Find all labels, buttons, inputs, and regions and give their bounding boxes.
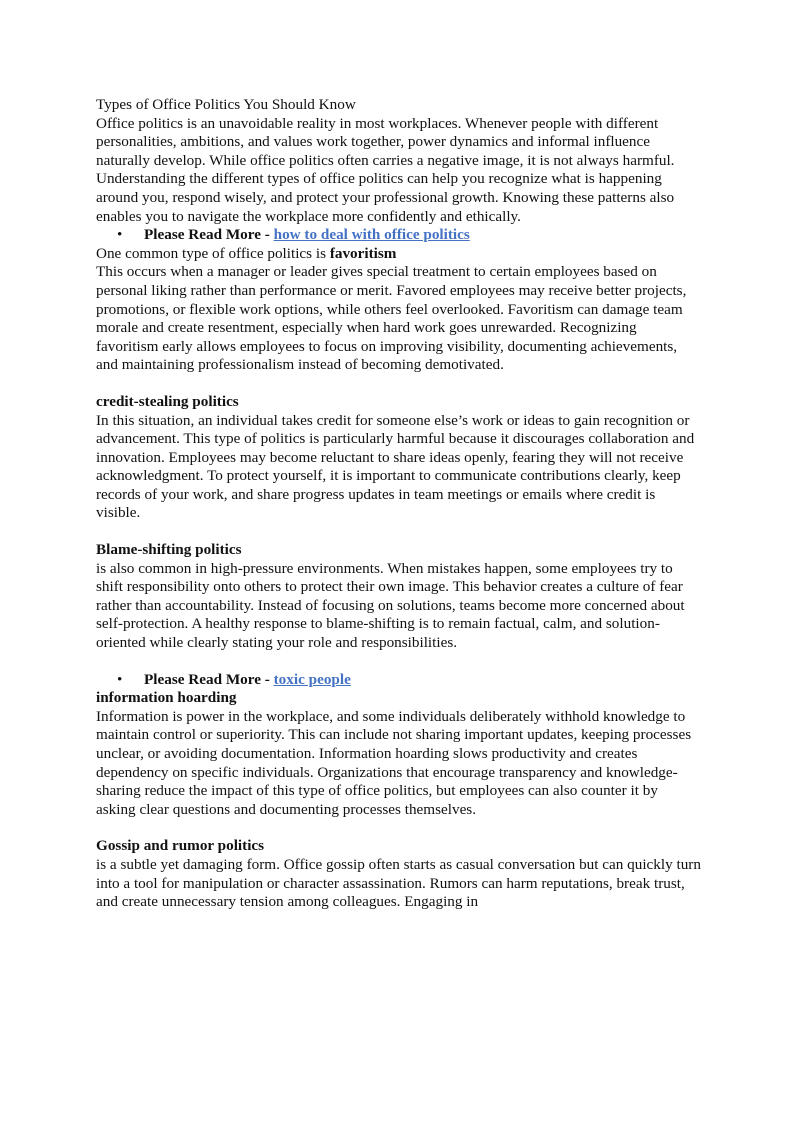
information-hoarding-heading: information hoarding xyxy=(96,689,237,707)
section-information-hoarding xyxy=(96,689,701,819)
read-more-label: Please Read More - xyxy=(144,670,274,688)
bullet-icon: • xyxy=(117,670,123,688)
favoritism-body: This occurs when a manager or leader gives special treatment to certain employees based on personal liking rather than performance or merit. Favored employees may receive better projects, promotions, or flexible work options, while others feel overlooked. Favoritism can damage team morale and create resentment, especially when hard work goes unrewarded. Recognizing favoritism early allows employees to focus on improving visibility, documenting achievements, and maintaining professionalism instead of becoming demotivated. xyxy=(96,263,687,374)
read-more-item-office-politics xyxy=(96,226,701,245)
gossip-heading: Gossip and rumor politics xyxy=(96,837,265,855)
read-more-item-toxic-people xyxy=(96,671,701,690)
read-more-label: Please Read More - xyxy=(144,226,274,244)
favoritism-heading: favoritism xyxy=(329,244,397,262)
document-title: Types of Office Politics You Should Know xyxy=(96,96,356,113)
section-favoritism xyxy=(96,245,701,375)
gossip-body: is a subtle yet damaging form. Office gossip often starts as casual conversation but can quickly turn into a tool for manipulation or character assassination. Rumors can harm reputations, break trust, and create unnecessary tension among colleagues. Engaging in xyxy=(96,855,701,911)
section-blame-shifting xyxy=(96,541,701,653)
link-toxic-people[interactable]: toxic people xyxy=(273,670,351,688)
favoritism-heading-line xyxy=(96,245,701,264)
credit-stealing-body: In this situation, an individual takes credit for someone else’s work or ideas to gain recognition or advancement. This type of politics is particularly harmful because it discourages collaboration and innovation. Employees may become reluctant to share ideas openly, fearing they will not receive acknowledgment. To protect yourself, it is important to communicate contributions clearly, keep records of your work, and share progress updates in team meetings or emails where credit is visible. xyxy=(96,411,695,522)
favoritism-lead: One common type of office politics is xyxy=(96,244,330,262)
link-how-to-deal-with-office-politics[interactable]: how to deal with office politics xyxy=(273,226,470,244)
bullet-icon: • xyxy=(117,226,123,244)
blame-shifting-heading: Blame-shifting politics xyxy=(96,541,242,559)
section-credit-stealing xyxy=(96,393,701,523)
intro-paragraph: Office politics is an unavoidable reality in most workplaces. Whenever people with different personalities, ambitions, and values work together, power dynamics and informal influence naturally develop. While office politics often carries a negative image, it is not always harmful. Understanding the different types of office politics can help you recognize what is happening around you, respond wisely, and protect your professional growth. Knowing these patterns also enables you to navigate the workplace more confidently and ethically. xyxy=(96,114,675,225)
document-page xyxy=(96,96,701,930)
blame-shifting-body: is also common in high-pressure environments. When mistakes happen, some employees try to shift responsibility onto others to protect their own image. This behavior creates a culture of fear rather than accountability. Instead of focusing on solutions, teams become more concerned about self-protection. A healthy response to blame-shifting is to remain factual, calm, and solution-oriented while clearly stating your role and responsibilities. xyxy=(96,559,685,652)
credit-stealing-heading: credit-stealing politics xyxy=(96,392,239,410)
information-hoarding-body: Information is power in the workplace, and some individuals deliberately withhold knowledge to maintain control or superiority. This can include not sharing important updates, keeping processes unclear, or avoiding documentation. Information hoarding slows productivity and creates dependency on specific individuals. Organizations that encourage transparency and knowledge-sharing reduce the impact of this type of office politics, but employees can also counter it by asking clear questions and documenting processes themselves. xyxy=(96,707,692,818)
section-gossip xyxy=(96,837,701,911)
